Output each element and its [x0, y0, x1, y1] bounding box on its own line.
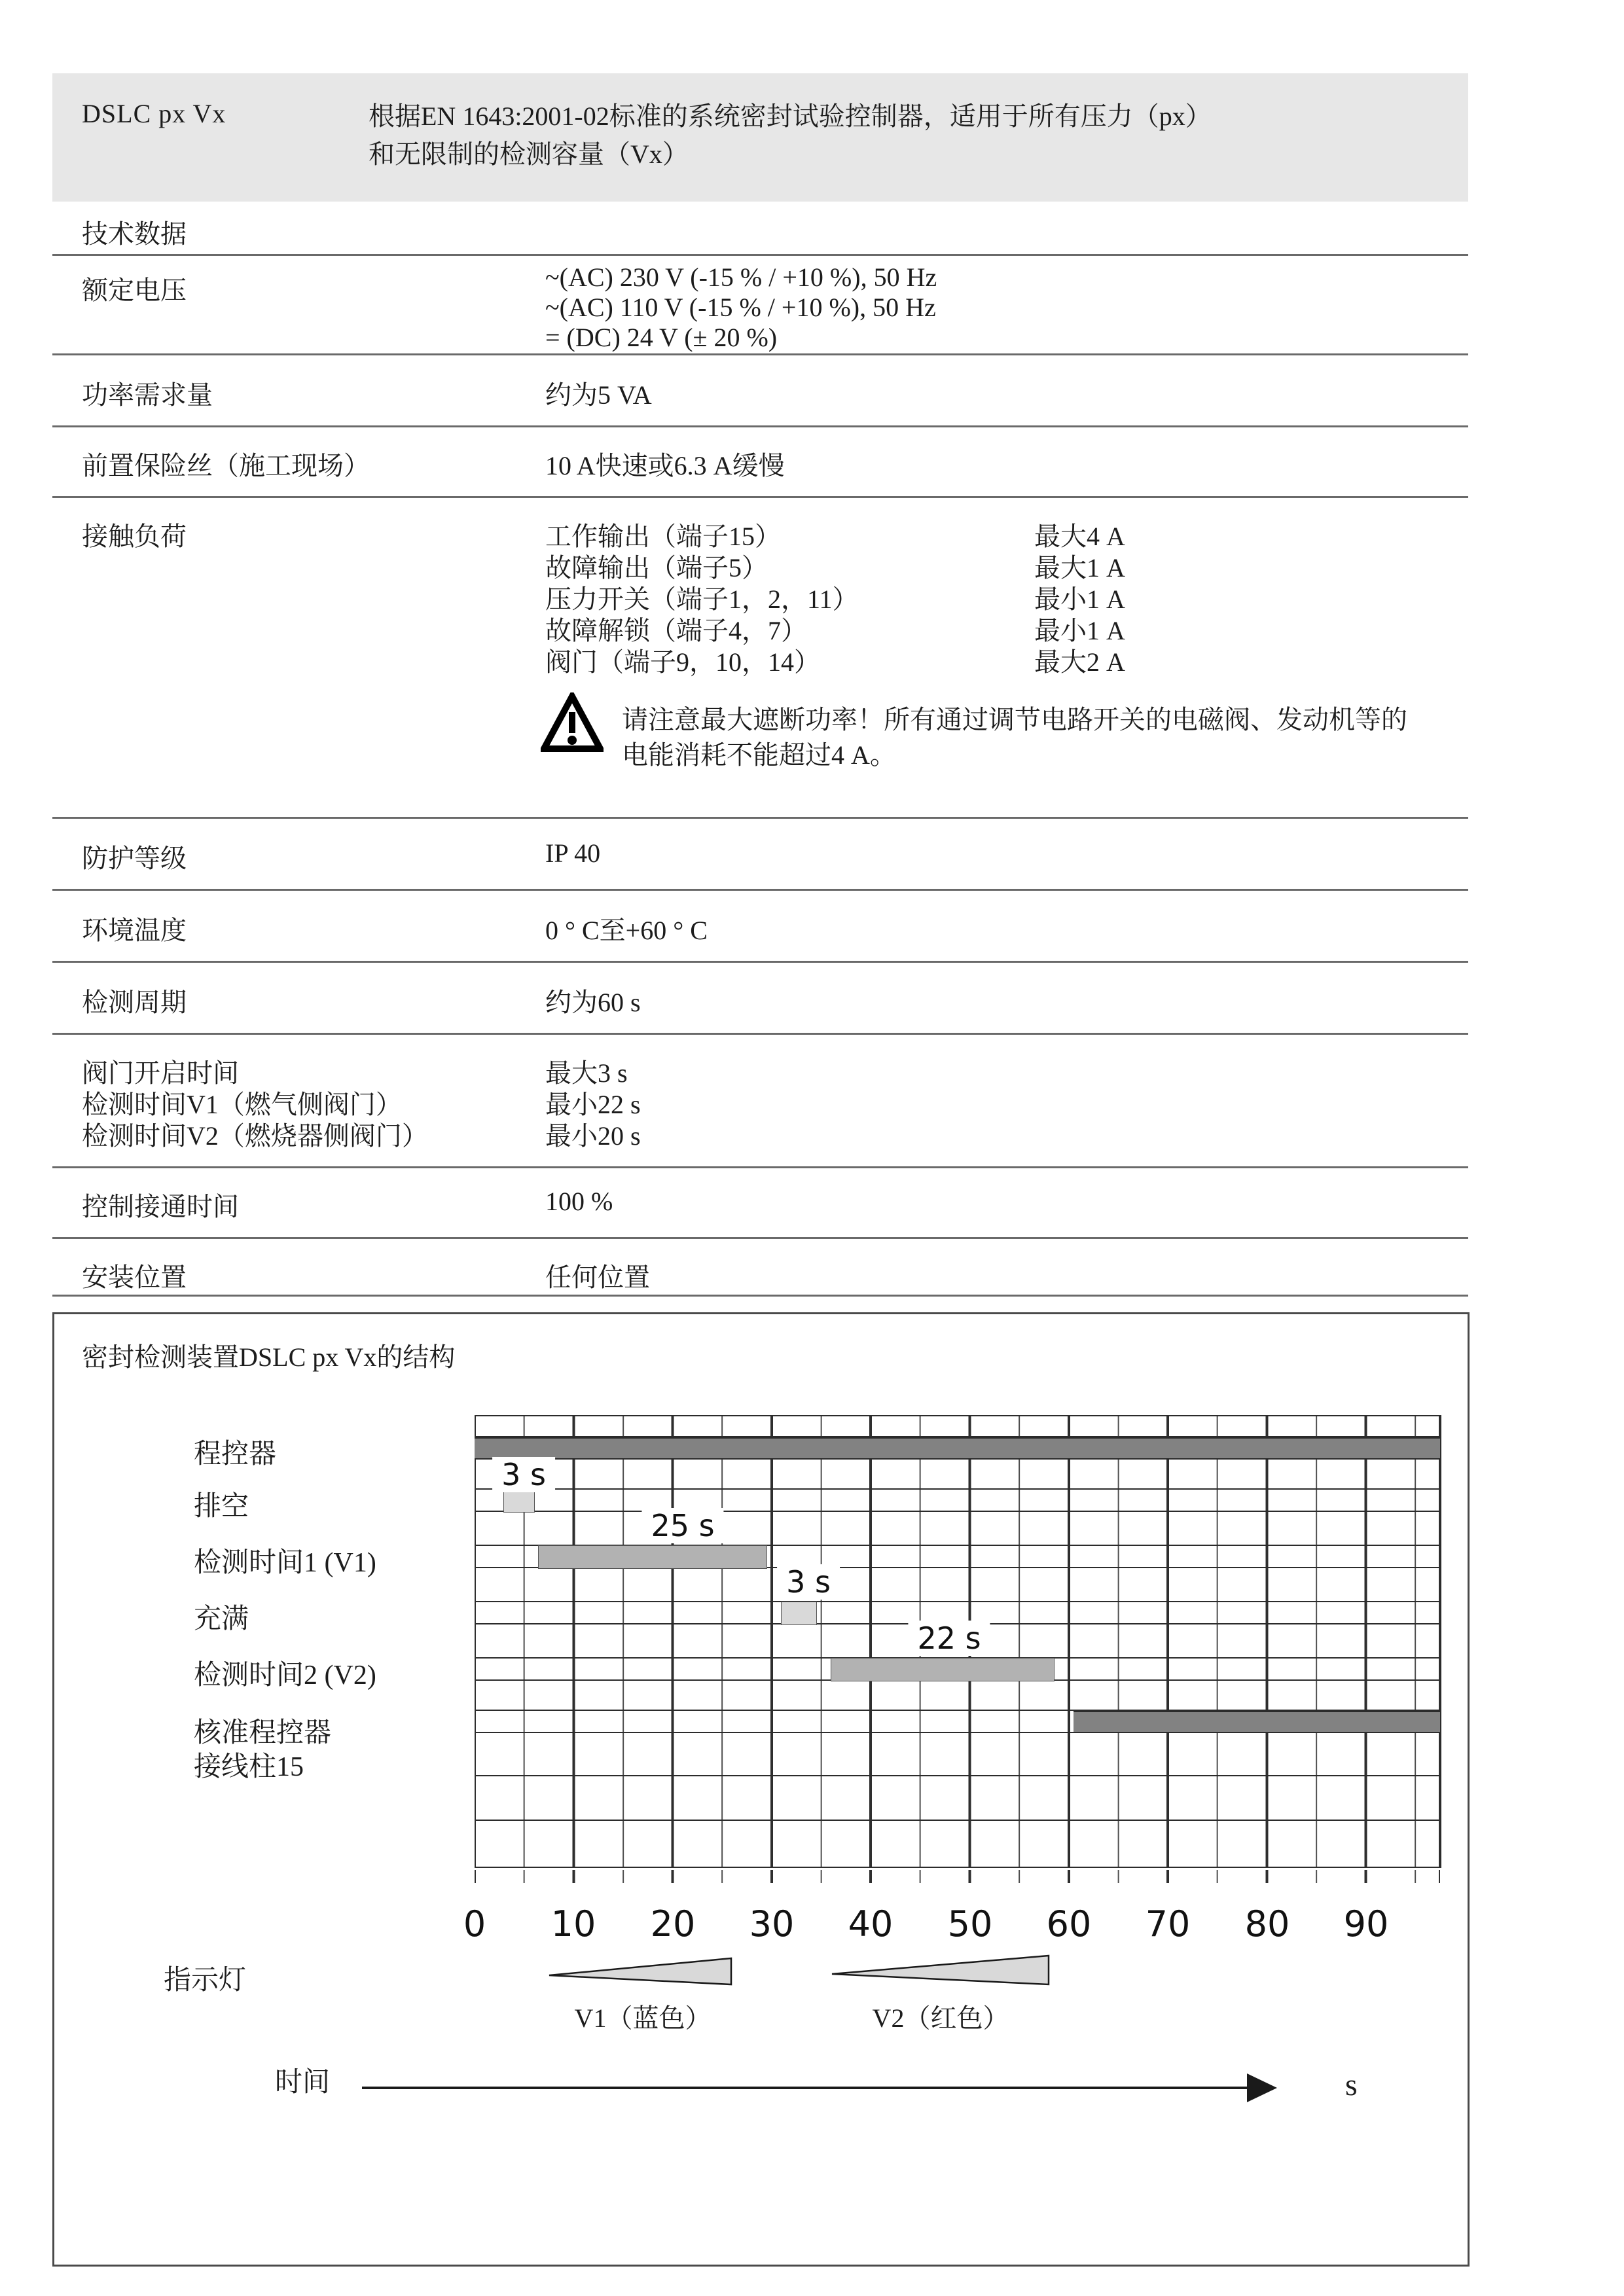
contact-item-2: 故障输出（端子5） — [545, 553, 768, 583]
bar-test-time-2 — [831, 1659, 1054, 1681]
duration-label-test2: 22 s — [908, 1621, 990, 1656]
contact-rating-3: 最小1 A — [1034, 584, 1125, 614]
diagram-row-label-test1: 检测时间1 (V1) — [194, 1548, 376, 1578]
product-description-line1: 根据EN 1643:2001-02标准的系统密封试验控制器，适用于所有压力（px） — [369, 101, 1212, 131]
contact-item-3: 压力开关（端子1，2，11） — [545, 584, 859, 614]
voltage-value-1: ~(AC) 230 V (-15 % / +10 %), 50 Hz — [545, 262, 937, 292]
row-label-cycle: 检测周期 — [82, 988, 187, 1017]
contact-rating-5: 最大2 A — [1034, 647, 1125, 677]
time-axis-label: 时间 — [275, 2068, 331, 2098]
bar-release-terminal-15 — [1074, 1711, 1440, 1733]
time-axis-unit: s — [1345, 2068, 1358, 2102]
divider — [52, 817, 1468, 819]
axis-tick-60: 60 — [1046, 1903, 1092, 1945]
ambient-value: 0 ° C至+60 ° C — [545, 916, 708, 945]
mounting-value: 任何位置 — [545, 1263, 650, 1292]
time-axis-arrowhead-icon — [1247, 2073, 1277, 2102]
voltage-value-3: = (DC) 24 V (± 20 %) — [545, 323, 778, 352]
divider — [52, 1295, 1468, 1297]
test-v2-value: 最小20 s — [545, 1121, 641, 1151]
axis-tick-90: 90 — [1343, 1903, 1389, 1945]
contact-item-4: 故障解锁（端子4，7） — [545, 616, 807, 645]
diagram-row-label-filling: 充满 — [194, 1604, 249, 1634]
divider — [52, 425, 1468, 427]
timing-grid — [475, 1415, 1441, 1868]
duty-value: 100 % — [545, 1187, 613, 1216]
fuse-value: 10 A快速或6.3 A缓慢 — [545, 451, 785, 480]
diagram-row-label-test2: 检测时间2 (V2) — [194, 1660, 376, 1691]
time-axis-line — [362, 2087, 1252, 2089]
axis-tick-strip — [475, 1870, 1440, 1883]
indicator-lights-label: 指示灯 — [164, 1965, 247, 1996]
row-label-power: 功率需求量 — [82, 380, 213, 410]
bar-test-time-1 — [539, 1546, 767, 1568]
row-label-test-v2: 检测时间V2（燃烧器侧阀门） — [82, 1121, 428, 1151]
bar-filling — [782, 1602, 816, 1624]
v2-indicator-wedge-icon — [831, 1954, 1050, 1986]
grid-row — [475, 1568, 1440, 1602]
row-label-protection: 防护等级 — [82, 844, 187, 873]
row-label-test-v1: 检测时间V1（燃气侧阀门） — [82, 1090, 402, 1119]
row-label-contact: 接触负荷 — [82, 522, 187, 551]
v1-indicator-wedge-icon — [549, 1957, 732, 1986]
axis-tick-10: 10 — [550, 1903, 596, 1945]
grid-row — [475, 1681, 1440, 1711]
divider — [52, 961, 1468, 963]
divider — [52, 1033, 1468, 1035]
divider — [52, 889, 1468, 891]
axis-tick-0: 0 — [463, 1903, 486, 1945]
row-label-duty: 控制接通时间 — [82, 1192, 239, 1221]
contact-rating-2: 最大1 A — [1034, 553, 1125, 583]
axis-tick-50: 50 — [947, 1903, 993, 1945]
product-description-line2: 和无限制的检测容量（Vx） — [369, 139, 689, 169]
duration-label-test1: 25 s — [641, 1508, 723, 1543]
axis-tick-20: 20 — [650, 1903, 696, 1945]
grid-row — [475, 1416, 1440, 1437]
diagram-title: 密封检测装置DSLC px Vx的结构 — [82, 1342, 456, 1372]
axis-tick-70: 70 — [1145, 1903, 1191, 1945]
warning-triangle-icon — [541, 692, 604, 755]
axis-tick-30: 30 — [749, 1903, 795, 1945]
contact-rating-4: 最小1 A — [1034, 616, 1125, 645]
v1-indicator-label: V1（蓝色） — [574, 2003, 712, 2033]
contact-rating-1: 最大4 A — [1034, 522, 1125, 551]
protection-value: IP 40 — [545, 838, 601, 868]
diagram-row-label-release-1: 核准程控器 — [194, 1718, 332, 1748]
grid-row — [475, 1821, 1440, 1868]
divider — [52, 1166, 1468, 1168]
divider — [52, 254, 1468, 256]
grid-row — [475, 1460, 1440, 1490]
duration-label-filling: 3 s — [777, 1564, 840, 1600]
row-label-valve-open: 阀门开启时间 — [82, 1058, 239, 1088]
row-label-mounting: 安装位置 — [82, 1263, 187, 1292]
warning-text-line2: 电能消耗不能超过4 A。 — [622, 740, 896, 770]
grid-row — [475, 1733, 1440, 1776]
v2-indicator-label: V2（红色） — [872, 2003, 1009, 2033]
warning-text-line1: 请注意最大遮断功率！所有通过调节电路开关的电磁阀、发动机等的 — [622, 705, 1407, 734]
bar-programmer — [475, 1437, 1440, 1460]
axis-tick-80: 80 — [1244, 1903, 1290, 1945]
test-v1-value: 最小22 s — [545, 1090, 641, 1119]
power-value: 约为5 VA — [545, 380, 652, 410]
divider — [52, 1237, 1468, 1239]
bar-venting — [504, 1490, 534, 1512]
diagram-row-label-programmer: 程控器 — [194, 1439, 277, 1469]
valve-open-value: 最大3 s — [545, 1058, 628, 1088]
grid-row — [475, 1512, 1440, 1546]
voltage-value-2: ~(AC) 110 V (-15 % / +10 %), 50 Hz — [545, 293, 936, 322]
header-band — [52, 73, 1468, 202]
contact-item-1: 工作输出（端子15） — [545, 522, 781, 551]
contact-item-5: 阀门（端子9，10，14） — [545, 647, 820, 677]
divider — [52, 496, 1468, 498]
section-title: 技术数据 — [82, 219, 187, 249]
row-label-voltage: 额定电压 — [82, 276, 187, 305]
row-label-ambient: 环境温度 — [82, 916, 187, 945]
row-label-fuse: 前置保险丝（施工现场） — [82, 451, 370, 480]
diagram-row-label-release-2: 接线柱15 — [194, 1752, 304, 1782]
diagram-row-label-venting: 排空 — [194, 1492, 249, 1522]
duration-label-venting: 3 s — [492, 1457, 555, 1492]
grid-row — [475, 1776, 1440, 1821]
cycle-value: 约为60 s — [545, 988, 641, 1017]
grid-row — [475, 1490, 1440, 1512]
product-model: DSLC px Vx — [82, 99, 226, 128]
divider — [52, 353, 1468, 355]
axis-tick-40: 40 — [848, 1903, 893, 1945]
